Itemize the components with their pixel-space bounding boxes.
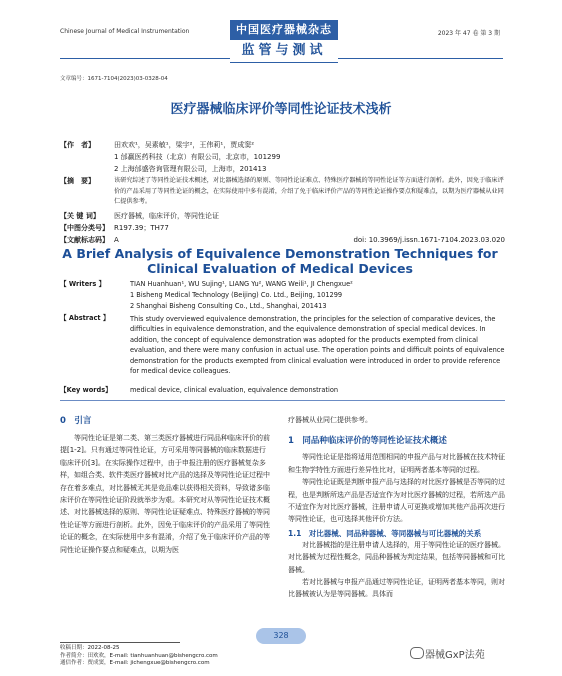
section-1-text-2: 等同性论证既是判断申报产品与选择的对比医疗器械是否等同的过程，也是判断所选产品是否适宜作为对比医疗器械的过程，若所选产品不适宜作为对比医疗器械，注册申请人可更换或增加其他产品再次进行等同性论证，也可选择其他评价方法。 [288, 478, 505, 524]
en-affiliation-2: 2 Shanghai Bisheng Consulting Co., Ltd., Shanghai, 201413 [130, 302, 327, 310]
keywords-en-label: 【Key words】 [60, 386, 112, 394]
clc-label: 【中图分类号】 [60, 224, 109, 232]
header-rule-right [338, 58, 503, 59]
abstract-cn: 该研究综述了等同性论证技术概述，对比器械选择的原则、等同性论证难点、特殊医疗器械的等同性论证等方面进行剖析。此外，因免于临床评价的产品采用了等同性论证的概念，在实际使用中多有混淆，介绍了免于临床评价产品的等同性论证操作要点和疑难点，以期为医疗器械从业同仁提供参考。 [114, 177, 504, 205]
authors-block [60, 140, 505, 180]
section-1-heading: 1 同品种临床评价的等同性论证技术概述 [288, 436, 447, 447]
clc-block [60, 223, 505, 234]
issue-info: 2023 年 47 卷 第 3 期 [437, 30, 500, 37]
abstract-en: This study overviewed equivalence demonstration, the principles for the selection of comparative devices, the difficulties in equivalence demonstration, and the equivalence demonstration of special medical devices. In addition, the concept of equivalence demonstration was adopted for the products exempted from clinical evaluation, and there were many confusion in actual use. The operation points and difficult points of equivalence demonstration for the products exempted from clinical evaluation were introduced in order to provide reference for medical device colleagues. [130, 315, 505, 376]
received-date: 收稿日期：2022-08-25 [60, 645, 120, 651]
left-column [60, 414, 270, 556]
keywords-cn-label: 【关 键 词】 [60, 212, 100, 220]
footnote-rule [60, 642, 180, 643]
doc-code-label: 【文献标志码】 [60, 236, 109, 244]
page-number: 328 [256, 628, 306, 644]
keywords-en-block [60, 386, 505, 397]
footnote [60, 645, 260, 668]
section-name: 监管与测试 [230, 40, 338, 63]
title-chinese: 医疗器械临床评价等同性论证技术浅析 [170, 102, 392, 117]
en-affiliation-1: 1 Bisheng Medical Technology (Beijing) Co. Ltd., Beijing, 101299 [130, 291, 343, 299]
section-1-1-text-1: 对比器械指的是注册申请人选择的，用于等同性论证的医疗器械。对比器械为过程性概念，同品种器械为判定结果，包括等同器械和可比器械。 [288, 540, 505, 574]
writers-label: 【 Writers 】 [60, 280, 106, 288]
section-0-heading: 0 引言 [60, 416, 92, 426]
watermark: 器械GxP法苑 [425, 650, 485, 661]
journal-name: Chinese Journal of Medical Instrumentation [60, 28, 190, 35]
writers-block [60, 280, 505, 312]
abstract-cn-block [60, 176, 505, 212]
abstract-cn-label: 【摘 要】 [60, 177, 95, 185]
clc-number: R197.39；TH77 [114, 224, 169, 232]
section-divider [60, 400, 505, 401]
header-rule-left [60, 58, 230, 59]
section-1-1-heading: 1.1 对比器械、同品种器械、等同器械与可比器械的关系 [288, 528, 482, 538]
author-label: 【作 者】 [60, 141, 95, 149]
doi: doi: 10.3969/j.issn.1671-7104.2023.03.020 [353, 236, 505, 244]
authors: 田欢欢¹，吴素敏¹，梁宇²，王伟莉¹，贾成窦² [114, 141, 255, 149]
author-bio: 作者简介：田欢欢，E-mail: tianhuanhuan@bishengcro.com [60, 652, 218, 659]
abstract-en-label: 【 Abstract 】 [60, 314, 110, 322]
journal-badge [230, 20, 338, 64]
title-english: A Brief Analysis of Equivalence Demonstration Techniques for Clinical Evaluation of Medical Devices [62, 246, 498, 276]
writers: TIAN Huanhuan¹, WU Sujing¹, LIANG Yu², WANG Weili¹, JI Chengxue² [130, 280, 353, 288]
doc-code-block [60, 235, 505, 246]
doc-code: A [114, 236, 119, 244]
corresponding-author: 通信作者：贾成窦，E-mail: jichengxue@bishengcro.com [60, 660, 210, 666]
keywords-cn: 医疗器械，临床评价，等同性论证 [114, 212, 219, 220]
section-1-1-text-2: 若对比器械与申报产品通过等同性论证，证明两者基本等同，则对比器械被认为是等同器械。具体而 [288, 578, 505, 599]
wechat-icon [410, 647, 424, 659]
section-0-text: 等同性论证是第二类、第三类医疗器械进行同品种临床评价的前提[1-2]。只有通过等同性论证，方可采用等同器械的临床数据进行临床评价[3]。在实际操作过程中，由于申报注册的医疗器械复杂多样，如组合类、软件类医疗器械对比产品的选择及等同性论证过程中存在着多难点，对比器械无其是竞品难以获得相关资料，导致诸多临床评价在等同性论证阶段就举步为艰。本研究对从等同性论证技术概述、对比器械选择的原则、等同性论证疑难点、特殊医疗器械的等同性论证等方面进行剖析。此外，因免于临床评价的产品采用了等同性论证的概念，在实际使用中多有混淆，介绍了免于临床评价产品的等同性论证操作要点和疑难点，以期为医 [60, 434, 270, 554]
journal-logo-text: 中国医疗器械杂志 [230, 20, 338, 40]
right-column-intro: 疗器械从业同仁提供参考。 [288, 416, 372, 424]
right-column [288, 414, 505, 601]
section-1-text-1: 等同性论证是指将适用范围相同的申报产品与对比器械在技术特征和生物学特性方面进行差异性比对，证明两者基本等同的过程。 [288, 453, 505, 474]
document-number: 文章编号：1671-7104(2023)03-0328-04 [60, 76, 168, 82]
affiliation-1: 1 邰赢医药科技（北京）有限公司，北京市，101299 [114, 153, 281, 161]
abstract-en-block [60, 314, 505, 384]
affiliation-2: 2 上海邰盛咨询管理有限公司，上海市，201413 [114, 165, 267, 173]
keywords-en: medical device, clinical evaluation, equivalence demonstration [130, 386, 339, 394]
keywords-cn-block [60, 211, 505, 222]
